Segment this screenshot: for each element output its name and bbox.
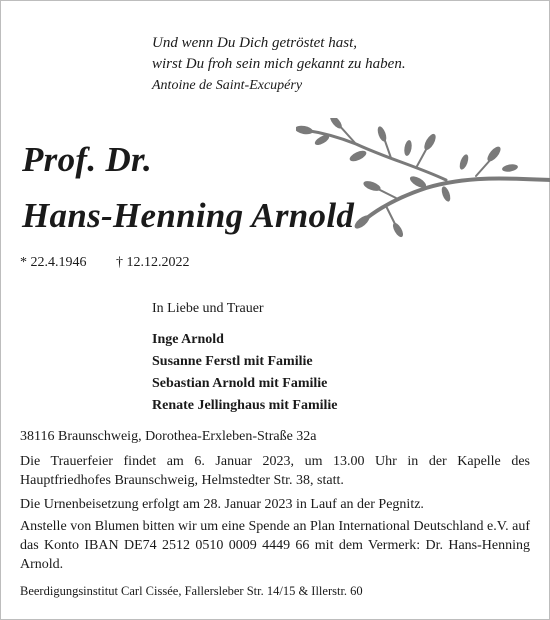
quote-author: Antoine de Saint-Excupéry	[152, 78, 303, 93]
mourning-intro: In Liebe und Trauer	[152, 301, 264, 316]
mourner-name: Susanne Ferstl mit Familie	[152, 354, 313, 369]
life-dates	[20, 255, 190, 271]
death-date: † 12.12.2022	[116, 255, 190, 270]
mourner-name: Inge Arnold	[152, 332, 224, 347]
mourners-list	[152, 329, 338, 417]
family-address: 38116 Braunschweig, Dorothea-Erxleben-Straße 32a	[20, 429, 317, 444]
deceased-name: Hans-Henning Arnold	[22, 196, 355, 235]
quote-block	[152, 33, 406, 96]
quote-line-2: wirst Du froh sein mich gekannt zu haben.	[152, 56, 406, 72]
birth-date: * 22.4.1946	[20, 255, 87, 270]
deceased-title: Prof. Dr.	[22, 140, 153, 179]
funeral-home-footer: Beerdigungsinstitut Carl Cissée, Fallersleber Str. 14/15 & Illerstr. 60	[20, 584, 363, 598]
ceremony-info: Die Trauerfeier findet am 6. Januar 2023, um 13.00 Uhr in der Kapelle des Hauptfriedhofes Braunschweig, Helmstedter Str. 38, statt.	[20, 454, 530, 488]
urn-burial-info: Die Urnenbeisetzung erfolgt am 28. Januar 2023 in Lauf an der Pegnitz.	[20, 497, 424, 512]
quote-line-1: Und wenn Du Dich getröstet hast,	[152, 35, 357, 51]
mourner-name: Renate Jellinghaus mit Familie	[152, 398, 338, 413]
mourner-name: Sebastian Arnold mit Familie	[152, 376, 328, 391]
donation-request: Anstelle von Blumen bitten wir um eine Spende an Plan International Deutschland e.V. auf das Konto IBAN DE74 2512 0510 0009 4449 66 mit dem Vermerk: Dr. Hans-Henning Arnold.	[20, 519, 530, 572]
